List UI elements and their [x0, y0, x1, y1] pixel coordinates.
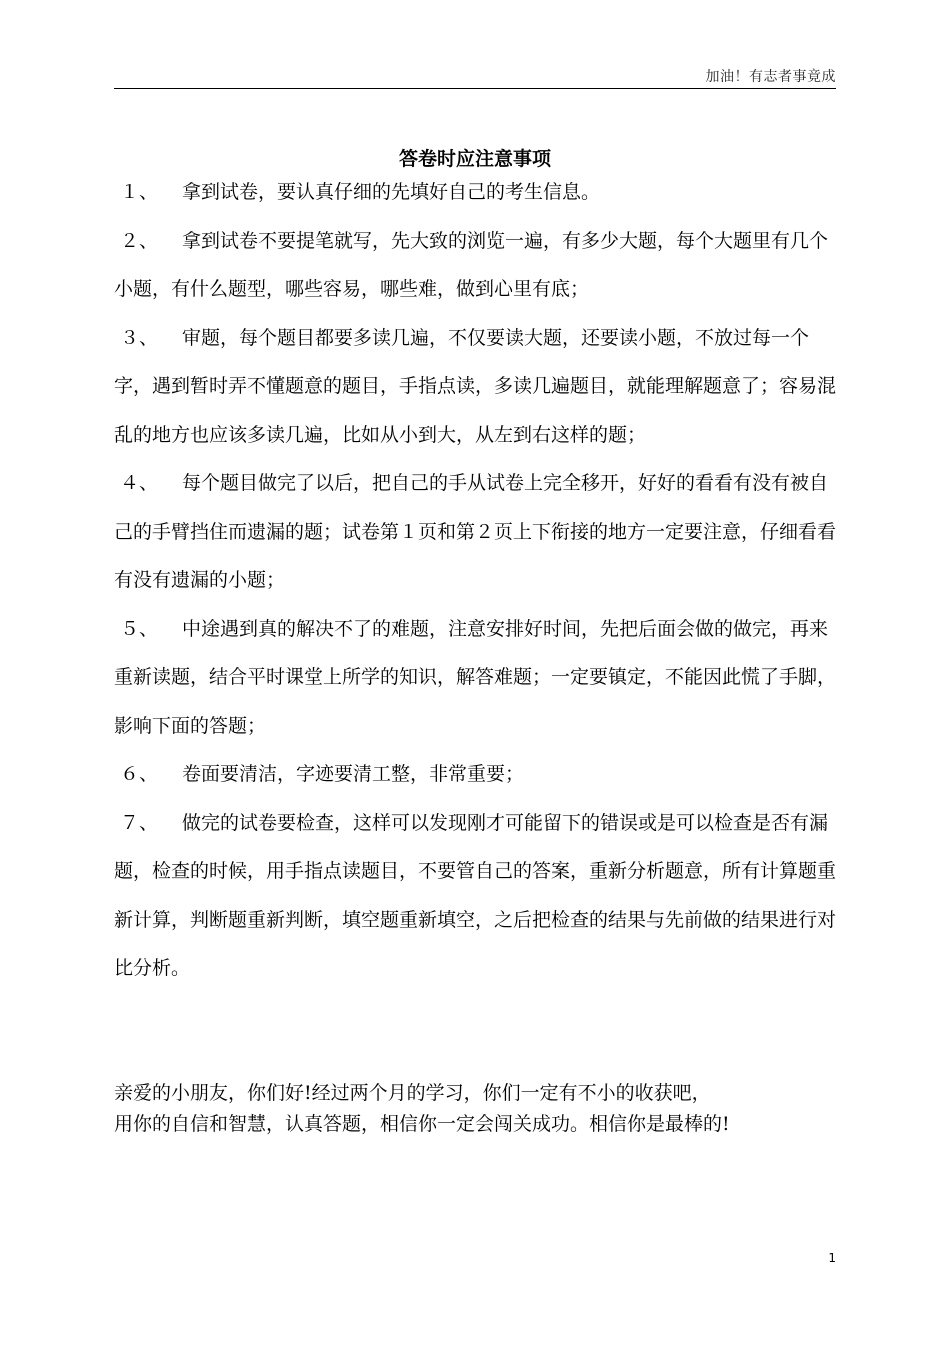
- page-title: 答卷时应注意事项: [398, 148, 551, 170]
- item-number: ５、: [120, 617, 159, 640]
- header-divider: [114, 88, 836, 89]
- page-number: 1: [828, 1251, 836, 1265]
- list-item: [114, 314, 836, 460]
- list-item: [114, 459, 836, 605]
- list-item: [114, 605, 836, 751]
- instructions-list: [114, 168, 836, 993]
- closing-line-2: 用你的自信和智慧，认真答题，相信你一定会闯关成功。相信你是最棒的!: [114, 1113, 730, 1135]
- item-text: 拿到试卷不要提笔就写，先大致的浏览一遍，有多少大题，每个大题里有几个小题，有什么题型，哪些容易，哪些难，做到心里有底；: [114, 229, 829, 300]
- list-item: [114, 750, 836, 799]
- list-item: [114, 799, 836, 993]
- item-number: １、: [120, 181, 159, 203]
- item-number: ２、: [120, 229, 159, 252]
- closing-message: [114, 1078, 854, 1140]
- closing-line-1: 亲爱的小朋友，你们好!经过两个月的学习，你们一定有不小的收获吧，: [114, 1082, 711, 1104]
- item-text: 每个题目做完了以后，把自己的手从试卷上完全移开，好好的看看有没有被自己的手臂挡住而遗漏的题；试卷第１页和第２页上下衔接的地方一定要注意，仔细看看有没有遗漏的小题；: [114, 472, 837, 591]
- list-item: [114, 168, 836, 217]
- item-number: ７、: [120, 811, 159, 834]
- item-text: 拿到试卷，要认真仔细的先填好自己的考生信息。: [182, 181, 601, 203]
- item-text: 卷面要清洁，字迹要清工整，非常重要；: [182, 763, 525, 785]
- item-number: ６、: [120, 763, 159, 785]
- page-header: 加油！有志者事竟成: [705, 69, 836, 85]
- list-item: [114, 217, 836, 314]
- item-text: 中途遇到真的解决不了的难题，注意安排好时间，先把后面会做的做完，再来重新读题，结合平时课堂上所学的知识，解答难题；一定要镇定，不能因此慌了手脚，影响下面的答题；: [114, 617, 837, 737]
- item-number: ４、: [120, 472, 159, 494]
- item-number: ３、: [120, 326, 159, 349]
- item-text: 审题，每个题目都要多读几遍，不仅要读大题，还要读小题，不放过每一个字，遇到暂时弄不懂题意的题目，手指点读，多读几遍题目，就能理解题意了；容易混乱的地方也应该多读几遍，比如从小到大，从左到右这样的题；: [114, 326, 837, 446]
- item-text: 做完的试卷要检查，这样可以发现刚才可能留下的错误或是可以检查是否有漏题，检查的时候，用手指点读题目，不要管自己的答案，重新分析题意，所有计算题重新计算，判断题重新判断，填空题重新填空，之后把检查的结果与先前做的结果进行对比分析。: [114, 811, 837, 979]
